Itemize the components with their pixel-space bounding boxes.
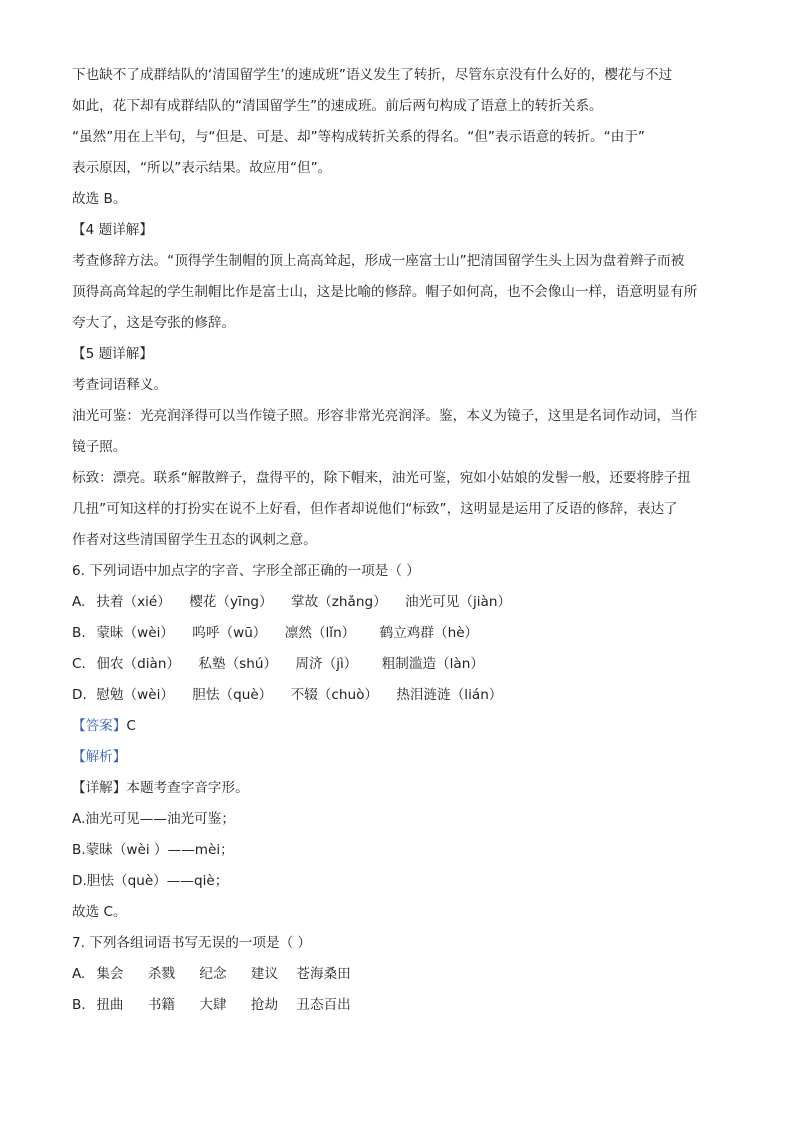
option-item: 扶着（xié） — [96, 594, 171, 610]
paragraph-line: 故选 B。 — [72, 191, 127, 207]
option-label: C. — [72, 656, 86, 672]
question-7-option-a — [72, 959, 722, 990]
paragraph-line: 下也缺不了成群结队的‘清国留学生’的速成班”语义发生了转折，尽管东京没有什么好的，樱花与不过 — [72, 67, 673, 83]
option-item: 佃农（diàn） — [96, 656, 181, 672]
document-page — [72, 60, 722, 1021]
answer-line — [72, 711, 722, 742]
question-6-option-a — [72, 587, 722, 618]
correction-line: A.油光可见——油光可鉴； — [72, 811, 235, 827]
option-item: 蒙昧（wèi） — [96, 625, 174, 641]
paragraph-line: 镜子照。 — [72, 439, 127, 455]
option-item: 书籍 — [147, 997, 176, 1013]
question-7-stem: 7. 下列各组词语书写无误的一项是（ ） — [72, 935, 312, 951]
paragraph-line: 考查词语释义。 — [72, 377, 168, 393]
option-item: 苍海桑田 — [296, 966, 351, 982]
option-item: 凛然（lǐn） — [284, 625, 356, 641]
option-label: B. — [72, 625, 86, 641]
option-item: 鹤立鸡群（hè） — [379, 625, 479, 641]
option-item: 纪念 — [199, 966, 227, 982]
paragraph-line: 作者对这些清国留学生丑态的讽刺之意。 — [72, 532, 317, 548]
paragraph-line: 考查修辞方法。“顶得学生制帽的顶上高高耸起，形成一座富士山”把清国留学生头上因为盘着辫子而被 — [72, 253, 685, 269]
option-item: 油光可见（jiàn） — [405, 594, 512, 610]
option-item: 丑态百出 — [296, 997, 351, 1013]
option-item: 粗制滥造（làn） — [381, 656, 484, 672]
option-item: 大肆 — [199, 997, 227, 1013]
option-item: 樱花（yīng） — [189, 594, 273, 610]
option-item: 胆怯（què） — [192, 687, 273, 703]
question-6-option-b — [72, 618, 722, 649]
option-item: 建议 — [250, 966, 279, 982]
option-label: A. — [72, 966, 86, 982]
paragraph-line: 表示原因，“所以”表示结果。故应用“但”。 — [72, 160, 332, 176]
option-item: 慰勉（wèi） — [96, 687, 174, 703]
option-item: 呜呼（wū） — [192, 625, 267, 641]
correction-line: B.蒙昧（wèi ）——mèi； — [72, 842, 234, 858]
question-6-stem: 6. 下列词语中加点字的字音、字形全部正确的一项是（ ） — [72, 563, 420, 579]
question-7-option-b — [72, 990, 722, 1021]
section-heading: 【4 题详解】 — [72, 222, 153, 238]
option-item: 热泪涟涟（lián） — [396, 687, 503, 703]
detail-line: 【详解】本题考查字音字形。 — [72, 780, 249, 796]
section-heading: 【5 题详解】 — [72, 346, 153, 362]
option-label: D. — [72, 687, 87, 703]
answer-value: C — [126, 718, 136, 734]
option-item: 掌故（zhǎng） — [291, 594, 387, 610]
question-6-option-c — [72, 649, 722, 680]
option-label: B. — [72, 997, 86, 1013]
option-label: A. — [72, 594, 86, 610]
answer-tag: 【答案】 — [72, 718, 127, 734]
paragraph-line: “虽然”用在上半句，与“但是、可是、却”等构成转折关系的得名。“但”表示语意的转折。“由于” — [72, 129, 645, 145]
paragraph-line: 顶得高高耸起的学生制帽比作是富士山，这是比喻的修辞。帽子如何高，也不会像山一样，语意明显有所 — [72, 284, 698, 300]
option-item: 私塾（shú） — [198, 656, 278, 672]
paragraph-line: 如此，花下却有成群结队的“清国留学生”的速成班。前后两句构成了语意上的转折关系。 — [72, 98, 603, 114]
option-item: 杀戮 — [147, 966, 176, 982]
analysis-tag: 【解析】 — [72, 749, 127, 765]
paragraph-line: 夸大了，这是夸张的修辞。 — [72, 315, 236, 331]
option-item: 不辍（chuò） — [290, 687, 379, 703]
conclusion-line: 故选 C。 — [72, 904, 127, 920]
option-item: 集会 — [96, 966, 124, 982]
question-6-option-d — [72, 680, 722, 711]
paragraph-line: 几扭”可知这样的打扮实在说不上好看，但作者却说他们“标致”，这明显是运用了反语的修辞，表达了 — [72, 501, 678, 517]
option-item: 抢劫 — [250, 997, 279, 1013]
correction-line: D.胆怯（què）——qiè； — [72, 873, 229, 889]
analysis-line — [72, 742, 722, 773]
option-item: 周济（jì） — [295, 656, 358, 672]
paragraph-line: 标致：漂亮。联系“解散辫子，盘得平的，除下帽来，油光可鉴，宛如小姑娘的发髻一般，还要将脖子扭 — [72, 470, 691, 486]
paragraph-line: 油光可鉴：光亮润泽得可以当作镜子照。形容非常光亮润泽。鉴，本义为镜子，这里是名词作动词，当作 — [72, 408, 698, 424]
option-item: 扭曲 — [96, 997, 124, 1013]
